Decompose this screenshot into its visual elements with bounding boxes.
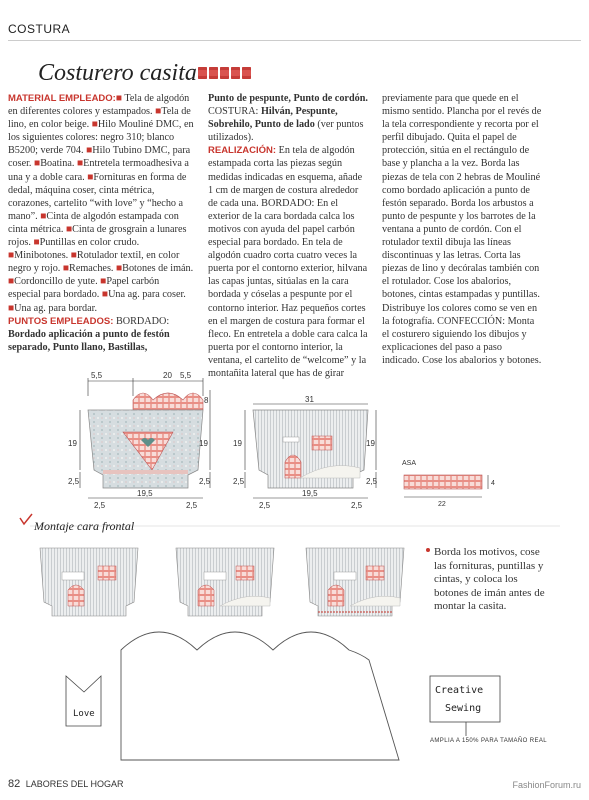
dim-2-5: 2,5 — [259, 501, 271, 510]
assembly-title: Montaje cara frontal — [34, 519, 135, 533]
embroidered-piece — [253, 410, 368, 488]
material-item: Hilo Mouliné DMC, en los siguientes colores: negro 310; blanco B5200; verde 704. — [8, 119, 194, 157]
stitches-label: PUNTOS EMPLEADOS: — [8, 315, 114, 327]
page-footer — [8, 778, 123, 790]
sewing-label: COSTURA: — [208, 106, 261, 118]
dim-5-5: 5,5 — [180, 371, 192, 380]
section-label: COSTURA — [8, 22, 71, 36]
material-item: Cinta de grosgrain a lunares rojos. — [8, 223, 187, 249]
bullet-icon — [426, 548, 430, 552]
instructions-column-2: previamente para que quede en el mismo sentido. Plancha por el revés de la tela correspondiente y recorta por el perfil dibujado. Quita el papel de protección, sitúa en el rectángulo de base y plancha a la vez. Borda las piezas de tela con 2 hebras de Mouliné como bordado aplicación a punto de festón separado. Borda los arbustos a punto de pespunte y los barrotes de la ventana a punto de cordón. Con el rotulador textil dibuja las líneas discontinuas y las letras. Corta las piezas de lino y decóralas también con el rotulador. Cose los abalorios, botones, cintas estampadas y puntillas. Distribuye los colores como se ven en la fotografía. CONFECCIÓN: Monta el costurero siguiendo los dibujos y explicaciones del paso a paso indicado. Cose los abalorios y botones. — [382, 93, 542, 366]
materials-column: MATERIAL EMPLEADO:■ Tela de algodón en diferentes colores y estampados. ■Tela de lino, en color beige. ■Hilo Mouliné DMC, en los siguientes colores: negro 310; blanco B5200; verde 704. ■Hilo Tubino DMC, para coser. ■Boatina. ■Entretela termoadhesiva a una y a doble cara. ■Fornituras en forma de dedal, máquina coser, cinta métrica, corazones, cartelito “with love” y “hecho a mano”. ■Cinta de algodón estampada con cinta métrica. ■Cinta de grosgrain a lunares rojos. ■Puntillas en color crudo. ■Minibotones. ■Rotulador textil, en color negro y rojo. ■Remaches. ■Botones de imán. ■Cordoncillo de yute. ■Papel carbón especial para bordado. ■Una ag. para coser. ■Una ag. para bordar. PUNTOS EMPLEADOS: BORDADO: Bordado aplicación a punto de festón separado, Punto llano, Bastillas, — [8, 93, 194, 353]
sewing-stitches: Hilván, Pespunte, Sobrehilo, Punto de lado — [208, 106, 338, 131]
material-item: Cordoncillo de yute. — [14, 276, 101, 288]
material-item: Una ag. para coser. — [108, 289, 186, 301]
dim-2-5: 2,5 — [366, 477, 378, 486]
spool-icon — [209, 67, 218, 79]
dim-2-5: 2,5 — [186, 501, 198, 510]
assembly-stage — [306, 548, 404, 616]
spool-icon — [220, 67, 229, 79]
strap-piece — [404, 475, 488, 497]
spool-icons — [198, 67, 251, 79]
material-item: Papel carbón especial para bordado. — [8, 276, 160, 301]
enlarge-note: AMPLIA A 150% PARA TAMAÑO REAL — [430, 738, 548, 744]
material-item: Hilo Tubino DMC, para coser. — [8, 145, 191, 170]
dim-22: 22 — [438, 501, 446, 508]
dim-20: 20 — [163, 371, 172, 380]
material-item: Cinta de algodón estampada con cinta métrica. — [8, 210, 179, 235]
material-item: Puntillas en color crudo. — [39, 237, 140, 249]
magazine-name: LABORES DEL HOGAR — [25, 779, 124, 789]
sewing-note: (ver puntos utilizados). — [208, 119, 364, 144]
dim-2-5: 2,5 — [351, 501, 363, 510]
spool-icon — [198, 67, 207, 79]
strap-label: ASA — [402, 460, 417, 467]
dim-8: 8 — [204, 396, 209, 405]
instructions-column — [208, 92, 368, 380]
realization-label: REALIZACIÓN: — [208, 145, 277, 157]
header-divider — [8, 40, 581, 41]
dim-19: 19 — [366, 439, 375, 448]
assembly-note: Borda los motivos, cose las fornituras, puntillas y cintas, y coloca los botones de imán antes de montar la casita. — [434, 546, 545, 613]
materials-text: Tela de algodón en diferentes colores y estampados. — [8, 93, 190, 118]
dim-19-5: 19,5 — [137, 489, 153, 498]
watermark-credit: FashionForum.ru — [512, 780, 581, 790]
material-item: Rotulador textil, en color negro y rojo. — [8, 250, 180, 275]
creative-text: Creative — [435, 685, 484, 696]
dim-19: 19 — [199, 439, 208, 448]
sewing-text: Sewing — [445, 703, 482, 714]
material-item: Remaches. — [69, 263, 117, 275]
love-text: Love — [73, 709, 95, 719]
dim-2-5: 2,5 — [94, 501, 106, 510]
assembly-stage — [40, 548, 138, 616]
stitches-continued: Punto de pespunte, Punto de cordón. — [208, 93, 368, 104]
creative-sewing-label — [430, 676, 500, 736]
dim-31: 31 — [305, 395, 314, 404]
materials-label: MATERIAL EMPLEADO: — [8, 93, 116, 104]
page-title: Costurero casita — [38, 60, 197, 86]
material-item: Entretela termoadhesiva a una y a doble cara. — [8, 158, 189, 183]
dim-5-5: 5,5 — [91, 371, 103, 380]
material-item: Boatina. — [40, 158, 77, 170]
roof-template — [121, 632, 399, 760]
spool-icon — [231, 67, 240, 79]
page-number: 82 — [8, 778, 21, 790]
spool-icon — [242, 67, 251, 79]
dim-19: 19 — [233, 439, 242, 448]
material-item: Fornituras en forma de dedal, máquina coser, cinta métrica, corazones, cartelito “with love” y “hecho a mano”. — [8, 171, 187, 222]
dim-19-5: 19,5 — [302, 489, 318, 498]
material-item: Minibotones. — [14, 250, 71, 262]
material-item: Una ag. para bordar. — [14, 302, 98, 314]
dim-19: 19 — [68, 439, 77, 448]
stitches-bold: Bordado aplicación a punto de festón separado, Punto llano, Bastillas, — [8, 328, 170, 353]
stitches-text: BORDADO: — [113, 315, 170, 327]
front-piece — [88, 393, 203, 488]
dim-2-5: 2,5 — [68, 477, 80, 486]
material-item: Tela de lino, en color beige. — [8, 106, 191, 131]
dim-2-5: 2,5 — [233, 477, 245, 486]
material-item: Botones de imán. — [122, 263, 194, 275]
love-label — [66, 676, 101, 726]
dim-2-5: 2,5 — [199, 477, 211, 486]
realization-text: En tela de algodón estampada corta las piezas según medidas indicadas en esquema, añade 1 cm de margen de costura alrededor de cada una. BORDADO: En el exterior de la cara bordada calca los motivos con ayuda del papel carbón especial para bordado. En tela de algodón cuadro corta cuatro veces la puerta por el contorno exterior, hilvana las capas juntas, sitúalas en la cara bordada y cóselas a pespunte por el contorno interior. Haz pequeños cortes en el margen de costura para formar el fleco. En entretela a doble cara calca la puerta por el contorno interior, la ventana, el cartelito de “welcome” y la montañita lateral que has de girar — [208, 145, 368, 379]
assembly-stage — [176, 548, 274, 616]
dim-4: 4 — [491, 480, 495, 487]
check-icon — [20, 514, 32, 524]
